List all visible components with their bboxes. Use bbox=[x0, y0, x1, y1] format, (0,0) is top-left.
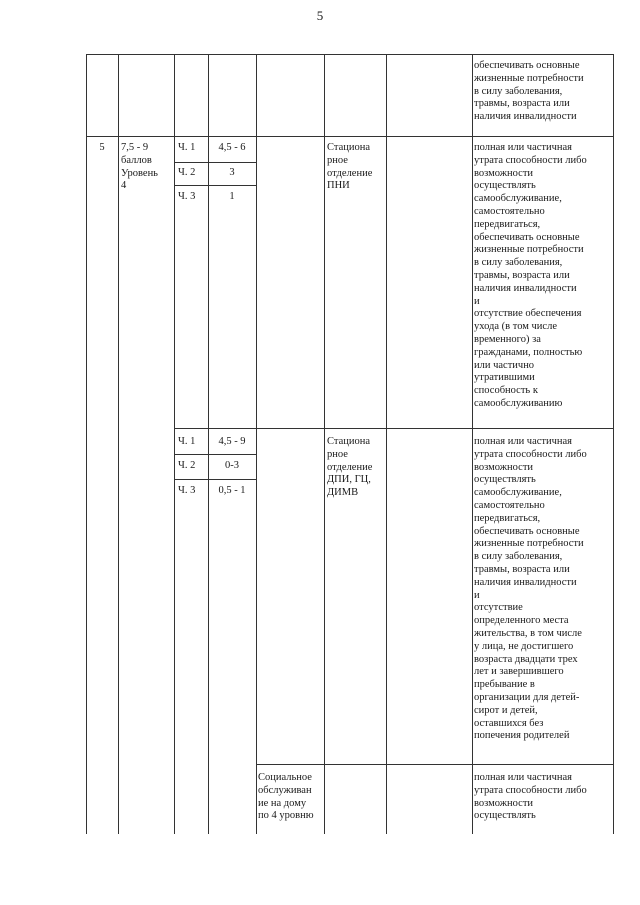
criteria-home-service: полная или частичная утрата способности либо возможности осуществлять bbox=[474, 772, 587, 822]
col-border bbox=[118, 54, 119, 834]
col-border bbox=[86, 54, 87, 834]
form-dpi: Стациона рное отделение ДПИ, ГЦ, ДИМВ bbox=[327, 436, 373, 499]
criteria-pni: полная или частичная утрата способности либо возможности осуществлять самообслуживание, самостоятельно передвигаться, обеспечивать основные жизненные потребности в силу заболевания, травмы, возраста или наличия инвалидности и отсутствие обеспечения ухода (в том числе временного) за гражданами, полностью или частично утратившими способность к самообслуживанию bbox=[474, 142, 587, 409]
page-number: 5 bbox=[316, 8, 324, 23]
part-label: Ч. 1 bbox=[178, 142, 196, 153]
col-border bbox=[613, 54, 614, 834]
subrow-line bbox=[174, 454, 256, 455]
score-level: 7,5 - 9 баллов Уровень 4 bbox=[121, 142, 158, 192]
part-label: Ч. 1 bbox=[178, 436, 196, 447]
row-separator bbox=[174, 428, 614, 429]
subrow-line bbox=[174, 479, 256, 480]
subrow-line bbox=[174, 162, 256, 163]
table-top-border bbox=[86, 54, 614, 55]
form-pni: Стациона рное отделение ПНИ bbox=[327, 142, 373, 192]
col-border bbox=[174, 54, 175, 834]
part-value: 0-3 bbox=[225, 460, 239, 471]
part-value: 4,5 - 9 bbox=[218, 436, 246, 447]
col-border bbox=[256, 54, 257, 834]
criteria-continued: обеспечивать основные жизненные потребности в силу заболевания, травмы, возраста или наличия инвалидности bbox=[474, 60, 584, 123]
col-border bbox=[472, 54, 473, 834]
row-separator bbox=[256, 764, 614, 765]
criteria-dpi: полная или частичная утрата способности либо возможности осуществлять самообслуживание, самостоятельно передвигаться, обеспечивать основные жизненные потребности в силу заболевания, травмы, возраста или наличия инвалидности и отсутствие определенного места жительства, в том числе у лица, не достигшего возраста двадцати трех лет и завершившего пребывание в организации для детей- сирот и детей, оставшихся без попечения родителей bbox=[474, 436, 587, 742]
form-home-service: Социальное обслуживан ие на дому по 4 уровню bbox=[258, 772, 314, 822]
part-value: 0,5 - 1 bbox=[218, 485, 246, 496]
part-label: Ч. 3 bbox=[178, 485, 196, 496]
part-value: 1 bbox=[229, 191, 235, 202]
part-value: 3 bbox=[229, 167, 235, 178]
part-label: Ч. 2 bbox=[178, 167, 196, 178]
part-label: Ч. 3 bbox=[178, 191, 196, 202]
part-label: Ч. 2 bbox=[178, 460, 196, 471]
col-border bbox=[324, 54, 325, 834]
row-number: 5 bbox=[99, 142, 105, 153]
col-border bbox=[386, 54, 387, 834]
row-separator bbox=[86, 136, 614, 137]
part-value: 4,5 - 6 bbox=[218, 142, 246, 153]
subrow-line bbox=[174, 185, 256, 186]
